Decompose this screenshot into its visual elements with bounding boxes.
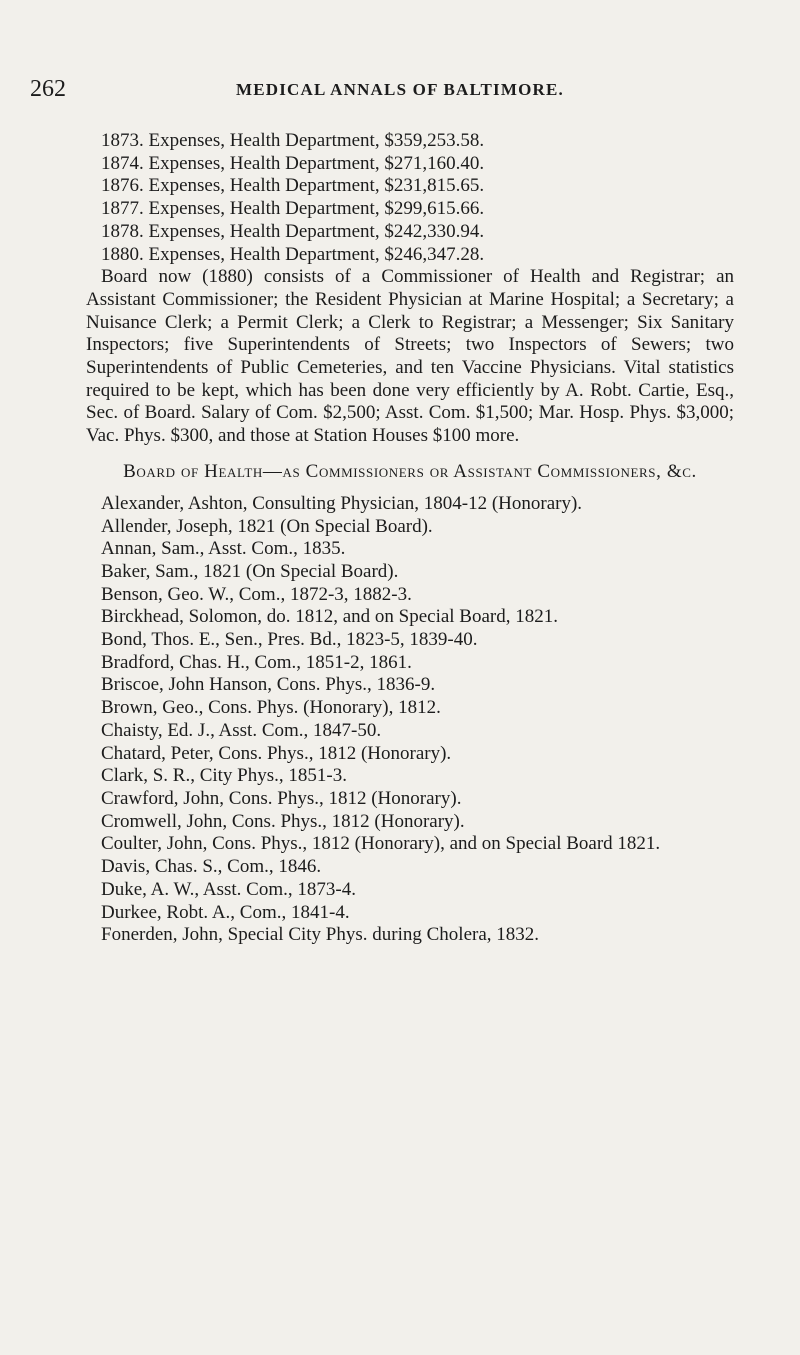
expense-line: 1877. Expenses, Health Department, $299,615.66. xyxy=(101,198,485,220)
list-item: Briscoe, John Hanson, Cons. Phys., 1836-9. xyxy=(101,674,436,696)
list-item: Benson, Geo. W., Com., 1872-3, 1882-3. xyxy=(101,583,412,605)
expense-list xyxy=(86,130,734,266)
list-item: Chaisty, Ed. J., Asst. Com., 1847-50. xyxy=(101,719,382,741)
list-item: Coulter, John, Cons. Phys., 1812 (Honorary), and on Special Board 1821. xyxy=(101,833,661,855)
expense-line: 1880. Expenses, Health Department, $246,347.28. xyxy=(101,243,485,265)
board-composition-paragraph: Board now (1880) consists of a Commissioner of Health and Registrar; an Assistant Commissioner; the Resident Physician at Marine Hospital; a Secretary; a Nuisance Clerk; a Permit Clerk; a Clerk to Registrar; a Messenger; Six Sanitary Inspectors; five Superintendents of Streets; two Inspectors of Sewers; two Superintendents of Public Cemeteries, and ten Vaccine Physicians. Vital statistics required to be kept, which has been done very efficiently by A. Robt. Cartie, Esq., Sec. of Board. Salary of Com. $2,500; Asst. Com. $1,500; Mar. Hosp. Phys. $3,000; Vac. Phys. $300, and those at Station Houses $100 more. xyxy=(86,266,734,447)
expense-line: 1873. Expenses, Health Department, $359,253.58. xyxy=(101,130,485,151)
list-item: Bradford, Chas. H., Com., 1851-2, 1861. xyxy=(101,651,412,673)
list-item: Cromwell, John, Cons. Phys., 1812 (Honorary). xyxy=(101,810,465,832)
page-number: 262 xyxy=(30,76,66,102)
commissioner-list xyxy=(86,493,734,947)
body-text xyxy=(86,130,734,947)
expense-line: 1876. Expenses, Health Department, $231,815.65. xyxy=(101,175,485,197)
list-item: Chatard, Peter, Cons. Phys., 1812 (Honorary). xyxy=(101,742,452,764)
list-item: Clark, S. R., City Phys., 1851-3. xyxy=(101,765,347,787)
running-head: MEDICAL ANNALS OF BALTIMORE. xyxy=(235,80,564,99)
list-item: Allender, Joseph, 1821 (On Special Board). xyxy=(101,515,433,537)
list-item: Bond, Thos. E., Sen., Pres. Bd., 1823-5, 1839-40. xyxy=(101,629,478,651)
list-item: Brown, Geo., Cons. Phys. (Honorary), 1812. xyxy=(101,697,441,719)
list-item: Alexander, Ashton, Consulting Physician, 1804-12 (Honorary). xyxy=(101,492,583,514)
expense-line: 1874. Expenses, Health Department, $271,160.40. xyxy=(101,152,485,174)
list-item: Fonerden, John, Special City Phys. during Cholera, 1832. xyxy=(101,924,540,946)
list-item: Duke, A. W., Asst. Com., 1873-4. xyxy=(101,878,356,900)
list-item: Davis, Chas. S., Com., 1846. xyxy=(101,856,322,878)
list-item: Birckhead, Solomon, do. 1812, and on Special Board, 1821. xyxy=(101,606,558,628)
section-heading: Board of Health—as Commissioners or Assistant Commissioners, &c. xyxy=(123,460,697,482)
list-item: Crawford, John, Cons. Phys., 1812 (Honorary). xyxy=(101,787,462,809)
list-item: Annan, Sam., Asst. Com., 1835. xyxy=(101,538,346,560)
expense-line: 1878. Expenses, Health Department, $242,330.94. xyxy=(101,220,485,242)
list-item: Baker, Sam., 1821 (On Special Board). xyxy=(101,560,399,582)
page-header xyxy=(30,76,770,106)
list-item: Durkee, Robt. A., Com., 1841-4. xyxy=(101,901,350,923)
